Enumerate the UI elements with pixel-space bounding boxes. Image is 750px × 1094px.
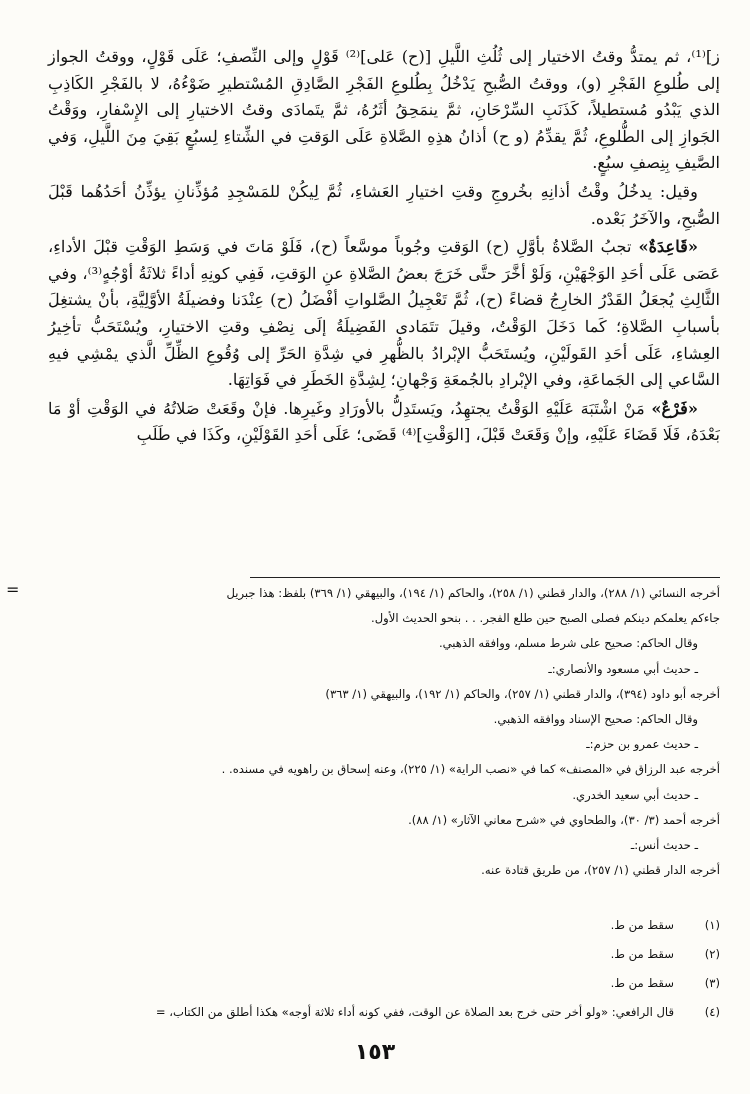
note-item <box>20 969 720 998</box>
numbered-notes <box>20 911 720 1027</box>
paragraph-branch <box>48 396 720 449</box>
page-number: ١٥٣ <box>354 1040 396 1065</box>
footnote-line: ـ حديث أنس:ـ <box>630 838 698 853</box>
footnote-line: وقال الحاكم: صحيح على شرط مسلم، ووافقه الذهبي. <box>438 636 698 651</box>
note-number: (٣) <box>704 976 720 990</box>
continuation-mark: = <box>6 580 20 599</box>
footnote-line: أخرجه عبد الرزاق في «المصنف» كما في «نصب الراية» (١/ ٢٢٥)، وعنه إسحاق بن راهويه في مسنده. . <box>221 762 720 777</box>
footnote-separator <box>250 577 720 578</box>
note-number: (٢) <box>704 947 720 961</box>
footnote-line: أخرجه النسائي (١/ ٢٨٨)، والدار قطني (١/ ٢٥٨)، والحاكم (١/ ١٩٤)، والبيهقي (١/ ٣٦٩) بلفظ: هذا جبريل <box>226 586 720 600</box>
branch-text: مَنْ اشْتَبَهَ عَلَيْهِ الوَقْتُ يجتهِدُ، ويَستَدِلُّ بالأورَادِ وغَيرِها. فإنْ وقَعَتْ صَلاتُهُ في الوَقْتِ أوْ مَا بَعْدَهُ، فَلَا قَضَاءَ عَلَيْهِ، وإنْ وَقَعَتْ قَبْلَ، [الوَقْتِ]⁽⁴⁾ قَضَى؛ عَلَى أحَدِ القَوْلَيْنِ، وكَذَا في طَلَبِ <box>48 398 720 445</box>
note-item <box>20 998 720 1027</box>
note-text: سقط من ط. <box>610 947 674 961</box>
footnote-line: ـ حديث أبي سعيد الخدري. <box>572 787 698 802</box>
rule-heading: «قَاعِدَةٌ» <box>638 237 698 257</box>
main-text <box>48 44 720 451</box>
footnote-line: جاءكم يعلمكم دينكم فصلى الصبح حين طلع الفجر. . . بنحو الحديث الأول. <box>371 611 720 626</box>
footnote-line: أخرجه أحمد (٣/ ٣٠)، والطحاوي في «شرح معاني الآثار» (١/ ٨٨). <box>408 812 720 827</box>
footnote-line: وقال الحاكم: صحيح الإسناد ووافقه الذهبي. <box>493 712 698 727</box>
branch-heading: «فَرْعٌ» <box>651 398 698 418</box>
footnote-line: أخرجه الدار قطني (١/ ٢٥٧)، من طريق قتادة عنه. <box>481 863 720 878</box>
note-text: سقط من ط. <box>610 918 674 932</box>
paragraph-2: وقيل: يدخُلُ وقْتُ أذانِهِ بخُروجِ وقتِ اختيارِ العَشاءِ، ثُمَّ لِيكُنْ للمَسْجِدِ مُؤذِّنانِ يؤذِّنُ أحَدُهُما قَبْلَ الصُّبحِ، والآخَرُ بَعْده. <box>48 181 720 228</box>
footnote-continuation <box>44 581 720 883</box>
footnote-line: ـ حديث عمرو بن حزم:ـ <box>586 737 698 752</box>
note-text: سقط من ط. <box>610 976 674 990</box>
note-text: قال الرافعي: «ولو أخر حتى خرج بعد الصلاة عن الوقت، ففي كونه أداء ثلاثة أوجه» هكذا أطلق من الكتاب، = <box>155 1005 674 1019</box>
note-item <box>20 911 720 940</box>
paragraph-1: ز]⁽¹⁾، ثم يمتدُّ وقتُ الاختيار إلى ثُلُثِ اللَّيلِ [(ح) عَلى]⁽²⁾ قَوْلٍ وإلى النِّصفِ؛ عَلَى قَوْلٍ، ووقتُ الجواز إلى طُلوعِ الفَجْرِ (و)، ووقتُ الصُّبحِ يَدْخُلُ بِطُلوعِ الفَجْرِ الصَّادِقِ المُسْتطيرِ ضَوْءُهُ، لا بالفَجْرِ الكَاذِبِ الذي يَبْدُو مُستطيلاً، كَذَنَبِ السِّرْحَانِ، ثمَّ ينمَحِقُ أثَرُهُ، ثمَّ يتَمادَى وقتُ الاختيارِ إلى الإِسْفارِ، ووَقْتُ الجَوازِ إلى الطُّلوعِ، ثُمَّ يقدِّمُ (و ح) أذانُ هذِهِ الصَّلاةِ عَلَى الوَقتِ في الشِّتاءِ لِسبُعٍ بَقِيَ مِنَ اللَّيلِ، وَفي الصَّيفِ بِنِصفِ سبُعٍ. <box>48 47 720 173</box>
footnote-line: ـ حديث أبي مسعود والأنصاري:ـ <box>548 661 698 676</box>
rule-text: تجبُ الصَّلاةُ بأوَّلِ (ح) الوَقتِ وجُوباً موسَّعاً (ح)، فَلَوْ مَاتَ في وَسَطِ الوَقْتِ قبْلَ الأداءِ، عَصَى عَلَى أحَدِ الوَجْهَيْنِ، وَلَوْ أخَّرَ حتَّى خَرَجَ بعضُ الصَّلاةِ عنِ الوَقتِ، فَفِي كونِهِ أداءً ثلاثَةُ أوْجُهٍ⁽³⁾، وفي الثَّالِثِ يُجعَلُ القَدْرُ الخارِجُ قضاءً (ح)، ثُمَّ تَعْجِيلُ الصَّلواتِ أفْضَلُ (ح) عِنْدَنا وفضيلَةُ الأوَّلِيَّةِ، بأنْ يشتغِلَ بأسبابِ الصَّلاةِ؛ كَما دَخَلَ الوَقْتُ، وقيلَ تتَمَادى الفَضِيلَةُ إلَى نِصْفِ وقتِ الاختيارِ، ويُسْتَحَبُّ تأخِيرُ العِشاءِ، عَلَى أحَدِ القَولَيْنِ، ويُستَحَبُّ الإبْرادُ بالظُّهرِ في شِدَّةِ الحَرِّ إلى وُقُوعِ الظِّلِّ الَّذي يمْشِي فيهِ السَّاعي إلى الجَماعَةِ، وفي الإبْرادِ بالجُمعَةِ وَجْهانِ؛ لِشِدَّةِ الخَطَرِ في فَوَاتِهَا. <box>48 237 720 390</box>
note-number: (٤) <box>704 1005 720 1019</box>
note-number: (١) <box>704 918 720 932</box>
footnote-line: أخرجه أبو داود (٣٩٤)، والدار قطني (١/ ٢٥٧)، والحاكم (١/ ١٩٢)، والبيهقي (١/ ٣٦٣) <box>325 686 720 701</box>
paragraph-rule <box>48 234 720 394</box>
note-item <box>20 940 720 969</box>
